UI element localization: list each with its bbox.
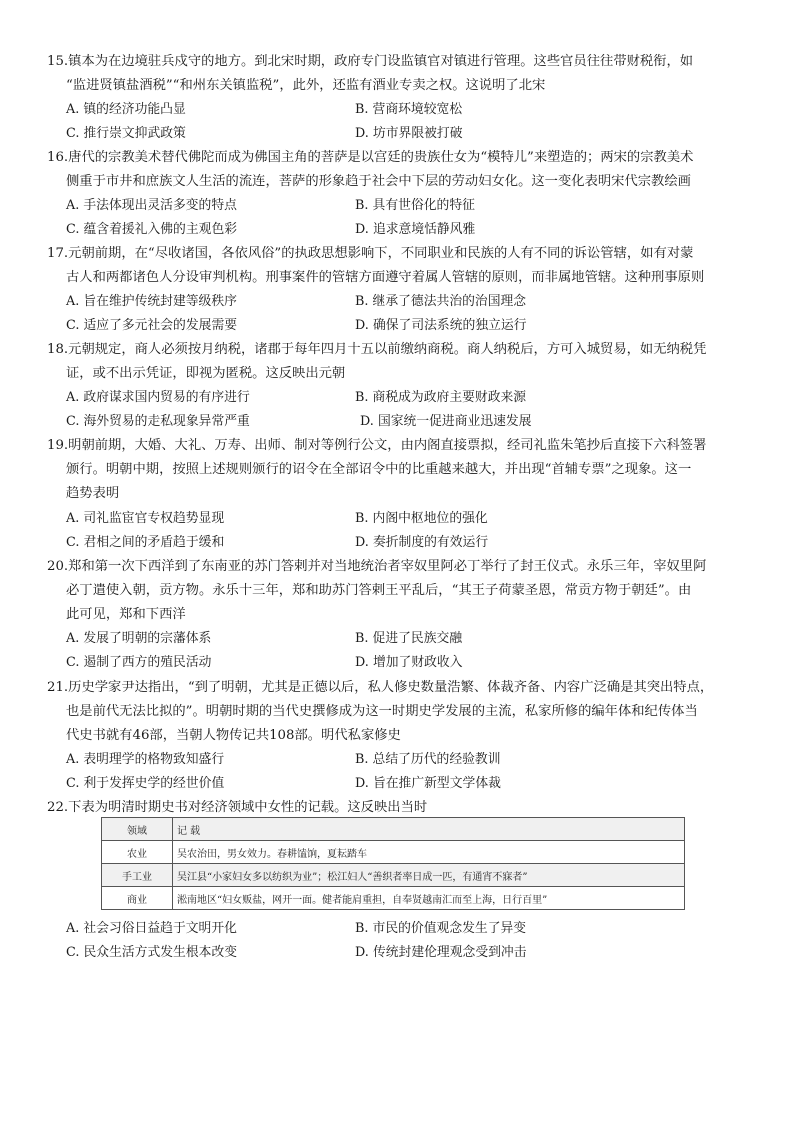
question-21 — [47, 676, 759, 748]
question-number: 15. — [47, 54, 69, 69]
option-c[interactable]: C. 利于发挥史学的经世价值 — [66, 776, 225, 791]
question-17 — [47, 242, 759, 290]
option-c[interactable]: C. 海外贸易的走私现象异常严重 — [66, 414, 250, 429]
option-a[interactable]: A. 政府谋求国内贸易的有序进行 — [66, 390, 250, 405]
option-a[interactable]: A. 发展了明朝的宗藩体系 — [66, 631, 212, 646]
question-number: 20. — [47, 559, 69, 574]
option-b[interactable]: B. 营商环境较宽松 — [355, 102, 463, 117]
question-text-line: 镇本为在边境驻兵戍守的地方。到北宋时期，政府专门设监镇官对镇进行管理。这些官员往往带财税衔，如 — [68, 54, 694, 69]
table-cell-record: 吴江县“小家妇女多以纺织为业”；松江妇人“善织者率日成一匹，有通宵不寐者” — [173, 864, 685, 887]
question-text-line: 元朝规定，商人必须按月纳税，诸郡于每年四月十五以前缴纳商税。商人纳税后，方可入城贸易，如无纳税凭 — [68, 342, 707, 357]
question-text-line: 代史书就有46部，当朝人物传记共108部。明代私家修史 — [66, 728, 401, 743]
option-d[interactable]: D. 奏折制度的有效运行 — [355, 535, 489, 550]
option-a[interactable]: A. 司礼监宦官专权趋势显现 — [66, 511, 225, 526]
question-number: 16. — [47, 150, 69, 165]
option-c[interactable]: C. 民众生活方式发生根本改变 — [66, 945, 238, 960]
option-c[interactable]: C. 君相之间的矛盾趋于缓和 — [66, 535, 225, 550]
option-d[interactable]: D. 旨在推广新型文学体裁 — [355, 776, 501, 791]
question-18 — [47, 338, 759, 386]
question-text-line: 元朝前期，在“尽收诸国，各依风俗”的执政思想影响下，不同职业和民族的人有不同的诉讼管辖，如有对蒙 — [68, 246, 694, 261]
question-text-line: 也是前代无法比拟的”。明朝时期的当代史撰修成为这一时期史学发展的主流，私家所修的编年体和纪传体当 — [66, 704, 698, 719]
option-c[interactable]: C. 蕴含着援礼入佛的主观色彩 — [66, 222, 238, 237]
table-cell-field: 手工业 — [102, 864, 173, 887]
option-b[interactable]: B. 商税成为政府主要财政来源 — [355, 390, 527, 405]
option-b[interactable]: B. 继承了德法共治的治国理念 — [355, 294, 527, 309]
option-a[interactable]: A. 镇的经济功能凸显 — [66, 102, 186, 117]
option-d[interactable]: D. 国家统一促进商业迅速发展 — [360, 414, 532, 429]
question-20 — [47, 555, 759, 627]
question-text-line: “监进贤镇盐酒税”“和州东关镇监税”，此外，还监有酒业专卖之权。这说明了北宋 — [66, 78, 546, 93]
table-header-row — [102, 818, 685, 841]
question-text-line: 趋势表明 — [66, 486, 120, 501]
question-text-line: 古人和两都诸色人分设审判机构。刑事案件的管辖方面遵守着属人管辖的原则，而非属地管辖。这种刑事原则 — [66, 270, 705, 285]
question-text-line: 唐代的宗教美术替代佛陀而成为佛国主角的菩萨是以宫廷的贵族仕女为“模特儿”来塑造的；两宋的宗教美术 — [68, 150, 694, 165]
records-table — [101, 817, 685, 910]
option-b[interactable]: B. 内阁中枢地位的强化 — [355, 511, 488, 526]
option-d[interactable]: D. 增加了财政收入 — [355, 655, 463, 670]
table-row — [102, 841, 685, 864]
question-15 — [47, 50, 759, 98]
table-header-cell: 记 载 — [173, 818, 685, 841]
question-number: 19. — [47, 438, 69, 453]
option-c[interactable]: C. 推行崇文抑武政策 — [66, 126, 186, 141]
table-cell-record: 淞南地区“妇女贩盐，网开一面。健者能肩重担，自奉贤越南汇而至上海，日行百里” — [173, 887, 685, 910]
option-b[interactable]: B. 总结了历代的经验教训 — [355, 752, 501, 767]
question-text-line: 侧重于市井和庶族文人生活的流连，菩萨的形象趋于社会中下层的劳动妇女化。这一变化表明宋代宗教绘画 — [66, 174, 691, 189]
option-d[interactable]: D. 传统封建伦理观念受到冲击 — [355, 945, 527, 960]
option-d[interactable]: D. 坊市界限被打破 — [355, 126, 463, 141]
option-a[interactable]: A. 旨在维护传统封建等级秩序 — [66, 294, 237, 309]
table-cell-field: 商业 — [102, 887, 173, 910]
question-text-line: 历史学家尹达指出，“到了明朝，尤其是正德以后，私人修史数量浩繁、体裁齐备、内容广泛确是其突出特点， — [68, 680, 714, 695]
option-b[interactable]: B. 市民的价值观念发生了异变 — [355, 921, 527, 936]
table-row — [102, 887, 685, 910]
option-a[interactable]: A. 表明理学的格物致知盛行 — [66, 752, 225, 767]
question-number: 17. — [47, 246, 69, 261]
question-16 — [47, 146, 759, 194]
option-c[interactable]: C. 遏制了西方的殖民活动 — [66, 655, 212, 670]
question-text-line: 明朝前期，大婚、大礼、万寿、出师、制对等例行公文，由内阁直接票拟，经司礼监朱笔抄后直接下六科签署 — [68, 438, 707, 453]
question-text-line: 下表为明清时期史书对经济领域中女性的记载。这反映出当时 — [68, 800, 428, 815]
question-number: 21. — [47, 680, 69, 695]
option-a[interactable]: A. 手法体现出灵活多变的特点 — [66, 198, 237, 213]
question-text-line: 必丁遣使入朝，贡方物。永乐十三年，郑和助苏门答剌王平乱后，“其王子荷蒙圣恩，常贡方物于朝廷”。由 — [66, 583, 692, 598]
question-text-line: 颁行。明朝中期，按照上述规则颁行的诏令在全部诏令中的比重越来越大，并出现“首辅专票”之现象。这一 — [66, 462, 692, 477]
option-b[interactable]: B. 促进了民族交融 — [355, 631, 463, 646]
option-c[interactable]: C. 适应了多元社会的发展需要 — [66, 318, 238, 333]
question-text-line: 郑和第一次下西洋到了东南亚的苏门答剌并对当地统治者宰奴里阿必丁举行了封王仪式。永乐三年，宰奴里阿 — [68, 559, 707, 574]
option-a[interactable]: A. 社会习俗日益趋于文明开化 — [66, 921, 237, 936]
option-d[interactable]: D. 确保了司法系统的独立运行 — [355, 318, 527, 333]
question-19 — [47, 434, 759, 506]
question-number: 22. — [47, 800, 69, 815]
table-header-cell: 领域 — [102, 818, 173, 841]
question-number: 18. — [47, 342, 69, 357]
table-cell-record: 吴农治田，男女效力。春耕馌饷，夏耘踏车 — [173, 841, 685, 864]
question-text-line: 此可见，郑和下西洋 — [66, 607, 186, 622]
option-d[interactable]: D. 追求意境恬静风雅 — [355, 222, 476, 237]
option-b[interactable]: B. 具有世俗化的特征 — [355, 198, 475, 213]
question-text-line: 证，或不出示凭证，即视为匿税。这反映出元朝 — [66, 366, 346, 381]
table-row — [102, 864, 685, 887]
table-cell-field: 农业 — [102, 841, 173, 864]
